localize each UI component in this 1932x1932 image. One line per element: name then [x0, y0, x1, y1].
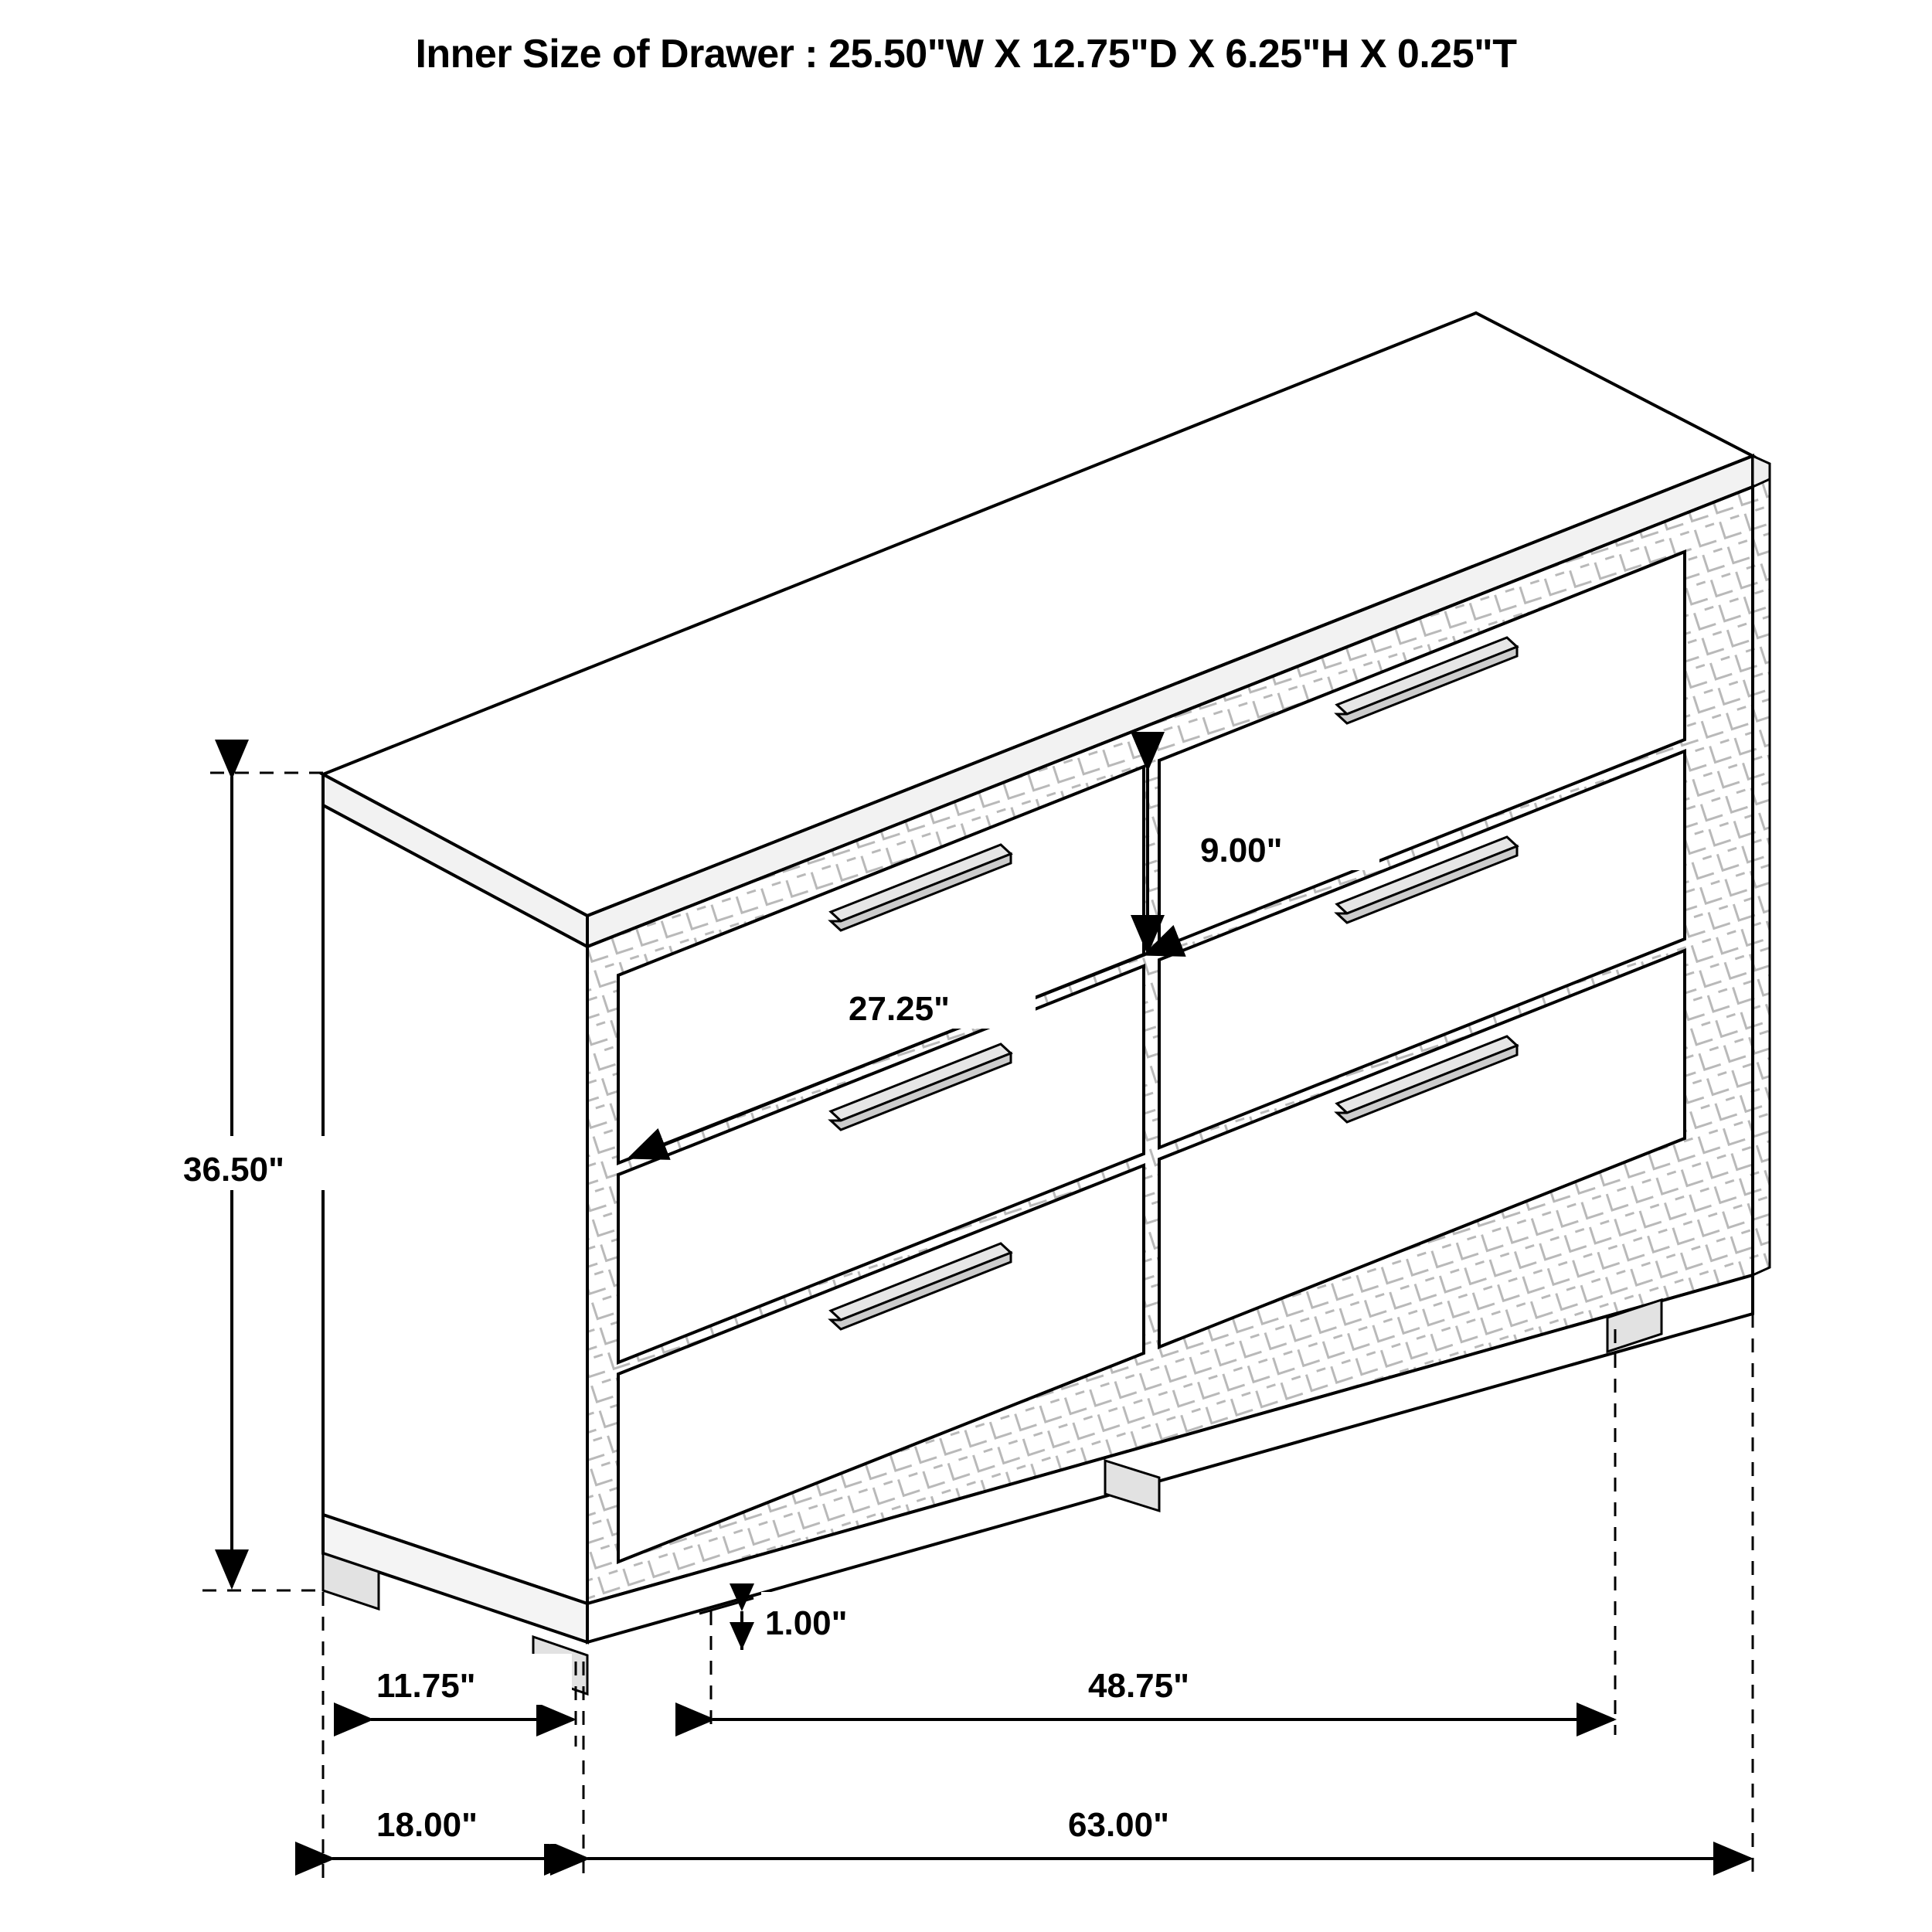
label-side-inset: 11.75" [376, 1667, 476, 1705]
page-title: Inner Size of Drawer : 25.50"W X 12.75"D X 6.25"H X 0.25"T [415, 32, 1517, 77]
label-overall-height: 36.50" [183, 1151, 284, 1189]
label-drawer-height: 9.00" [1200, 832, 1283, 869]
dresser-body [323, 313, 1770, 1694]
label-overall-width: 63.00" [1068, 1806, 1169, 1844]
left-side-panel [323, 805, 587, 1604]
label-toe-kick: 1.00" [765, 1604, 848, 1642]
label-front-span: 48.75" [1088, 1667, 1189, 1705]
textured-back-panel [1753, 479, 1770, 1275]
label-drawer-width: 27.25" [849, 990, 950, 1028]
label-depth: 18.00" [376, 1806, 478, 1844]
